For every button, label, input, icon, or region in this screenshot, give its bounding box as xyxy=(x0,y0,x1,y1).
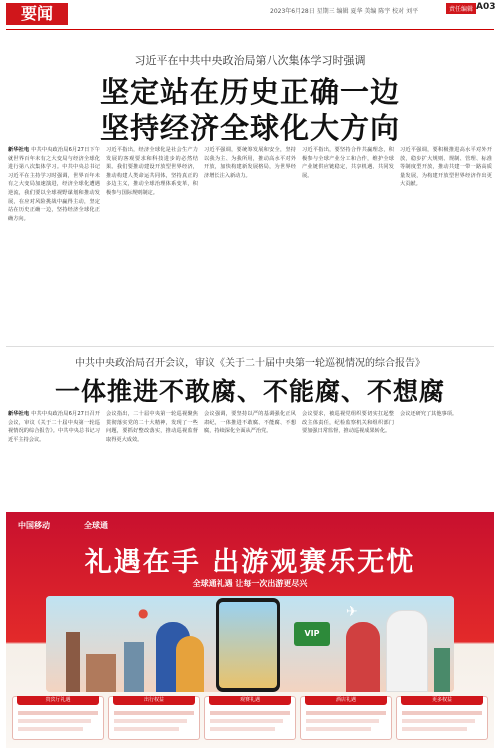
page-number: A03 xyxy=(476,2,496,12)
offer-card xyxy=(204,696,296,740)
section-title: 要闻 xyxy=(6,3,68,25)
story1-column xyxy=(400,146,492,342)
offer-card xyxy=(300,696,392,740)
phone-illustration xyxy=(216,598,280,692)
story2-body xyxy=(8,410,492,506)
story1-paragraph: 习近平强调，要统筹发展和安全，坚持以我为主、为我所用，推动高水平对外开放，加快构建新发展格局，为世界经济增长注入新动力。 xyxy=(204,147,296,179)
ad-illustration xyxy=(46,596,454,692)
story1-paragraph: 习近平指出，经济全球化是社会生产力发展的客观要求和科技进步的必然结果。我们要推动建设开放型世界经济，推动构建人类命运共同体，坚持真正的多边主义，推动全球治理体系变革，积极参与国际规则制定。 xyxy=(106,147,198,196)
story2-column xyxy=(106,410,198,506)
story1-headline-line2: 坚持经济全球化大方向 xyxy=(99,111,400,145)
story1-kicker: 习近平在中共中央政治局第八次集体学习时强调 xyxy=(134,54,366,67)
story2-column xyxy=(204,410,296,506)
landmark-building xyxy=(86,654,116,692)
landmark-tower xyxy=(66,632,80,692)
story1-column xyxy=(8,146,100,342)
story1-column xyxy=(204,146,296,342)
offer-strip xyxy=(12,696,488,740)
offer-label: 更多权益 xyxy=(401,696,483,705)
story2-column xyxy=(8,410,100,506)
story2-paragraph: 会议指出，二十届中央第一轮巡视聚焦贯彻落实党的二十大精神，发现了一些问题，要抓好整改落实，推动巡视监督取得更大成效。 xyxy=(106,411,198,443)
story2-column xyxy=(400,410,492,506)
editor-badge: 责任编辑 xyxy=(446,3,476,14)
offer-card xyxy=(108,696,200,740)
story1-headline-line1: 坚定站在历史正确一边 xyxy=(99,75,400,109)
vip-sign: VIP xyxy=(294,622,330,646)
sub-brand-logo: 全球通 xyxy=(84,521,108,530)
traveler-figure xyxy=(386,610,428,692)
story1-column xyxy=(106,146,198,342)
story2-paragraph: 会议要求，被巡视党组织要切实扛起整改主体责任，纪检监察机关和组织部门要加强日常监督，推动巡视成果转化。 xyxy=(302,411,394,435)
offer-label: 贵宾厅礼遇 xyxy=(17,696,99,705)
ad-title: 礼遇在手 出游观赛乐无忧 xyxy=(84,547,416,578)
story1-paragraph: 中共中央政治局6月27日下午就世界百年未有之大变局与经济全球化进行第八次集体学习。中共中央总书记习近平在主持学习时强调，世界百年未有之大变局加速演进，经济全球化遭遇逆流，我们要以全球视野谋划和推动发展，在应对风险挑战中赢得主动，坚定站在历史正确一边，坚持经济全球化正确方向。 xyxy=(8,147,100,222)
masthead xyxy=(0,0,500,28)
story2-column xyxy=(302,410,394,506)
story2-paragraph: 会议还研究了其他事项。 xyxy=(400,411,458,417)
offer-card xyxy=(12,696,104,740)
story2-headline: 一体推进不敢腐、不能腐、不想腐 xyxy=(54,377,445,406)
story1-body xyxy=(8,146,492,342)
ad-subtitle: 全球通礼遇 让每一次出游更尽兴 xyxy=(192,579,308,588)
story1-column xyxy=(302,146,394,342)
story2-paragraph: 会议强调，要坚持以严的基调强化正风肃纪，一体推进不敢腐、不能腐、不想腐，持续深化全面从严治党。 xyxy=(204,411,296,435)
offer-label: 观赛礼遇 xyxy=(209,696,291,705)
story1-paragraph: 习近平强调，要积极推进高水平对外开放，稳步扩大规则、规制、管理、标准等制度型开放，推动共建一带一路高质量发展，为构建开放型世界经济作出更大贡献。 xyxy=(400,147,492,188)
masthead-rule xyxy=(6,29,494,30)
airplane-icon: ✈ xyxy=(346,604,358,620)
story2-paragraph: 中共中央政治局6月27日召开会议，审议《关于二十届中央第一轮巡视情况的综合报告》。中共中央总书记习近平主持会议。 xyxy=(8,411,100,443)
traveler-figure xyxy=(176,636,204,692)
landmark-building xyxy=(434,648,450,692)
story2-kicker: 中共中央政治局召开会议，审议《关于二十届中央第一轮巡视情况的综合报告》 xyxy=(75,358,425,369)
offer-label: 酒店礼遇 xyxy=(305,696,387,705)
advertisement xyxy=(6,512,494,748)
phone-screen xyxy=(219,602,277,688)
traveler-figure xyxy=(346,622,380,692)
section-divider xyxy=(6,346,494,347)
offer-label: 出行权益 xyxy=(113,696,195,705)
story1-dateline: 新华社电 xyxy=(8,147,30,153)
brand-logo: 中国移动 xyxy=(18,521,50,530)
issue-meta: 2023年6月28日 星期三 编辑 夏华 美编 陈宇 校对 刘平 xyxy=(270,8,419,15)
story1-paragraph: 习近平指出，要坚持合作共赢理念，积极参与全球产业分工和合作，维护全球产业链供应链稳定，共享机遇、共同发展。 xyxy=(302,147,394,179)
story2-dateline: 新华社电 xyxy=(8,411,30,417)
balloon-icon: ● xyxy=(138,606,149,620)
offer-card xyxy=(396,696,488,740)
landmark-building xyxy=(124,642,144,692)
